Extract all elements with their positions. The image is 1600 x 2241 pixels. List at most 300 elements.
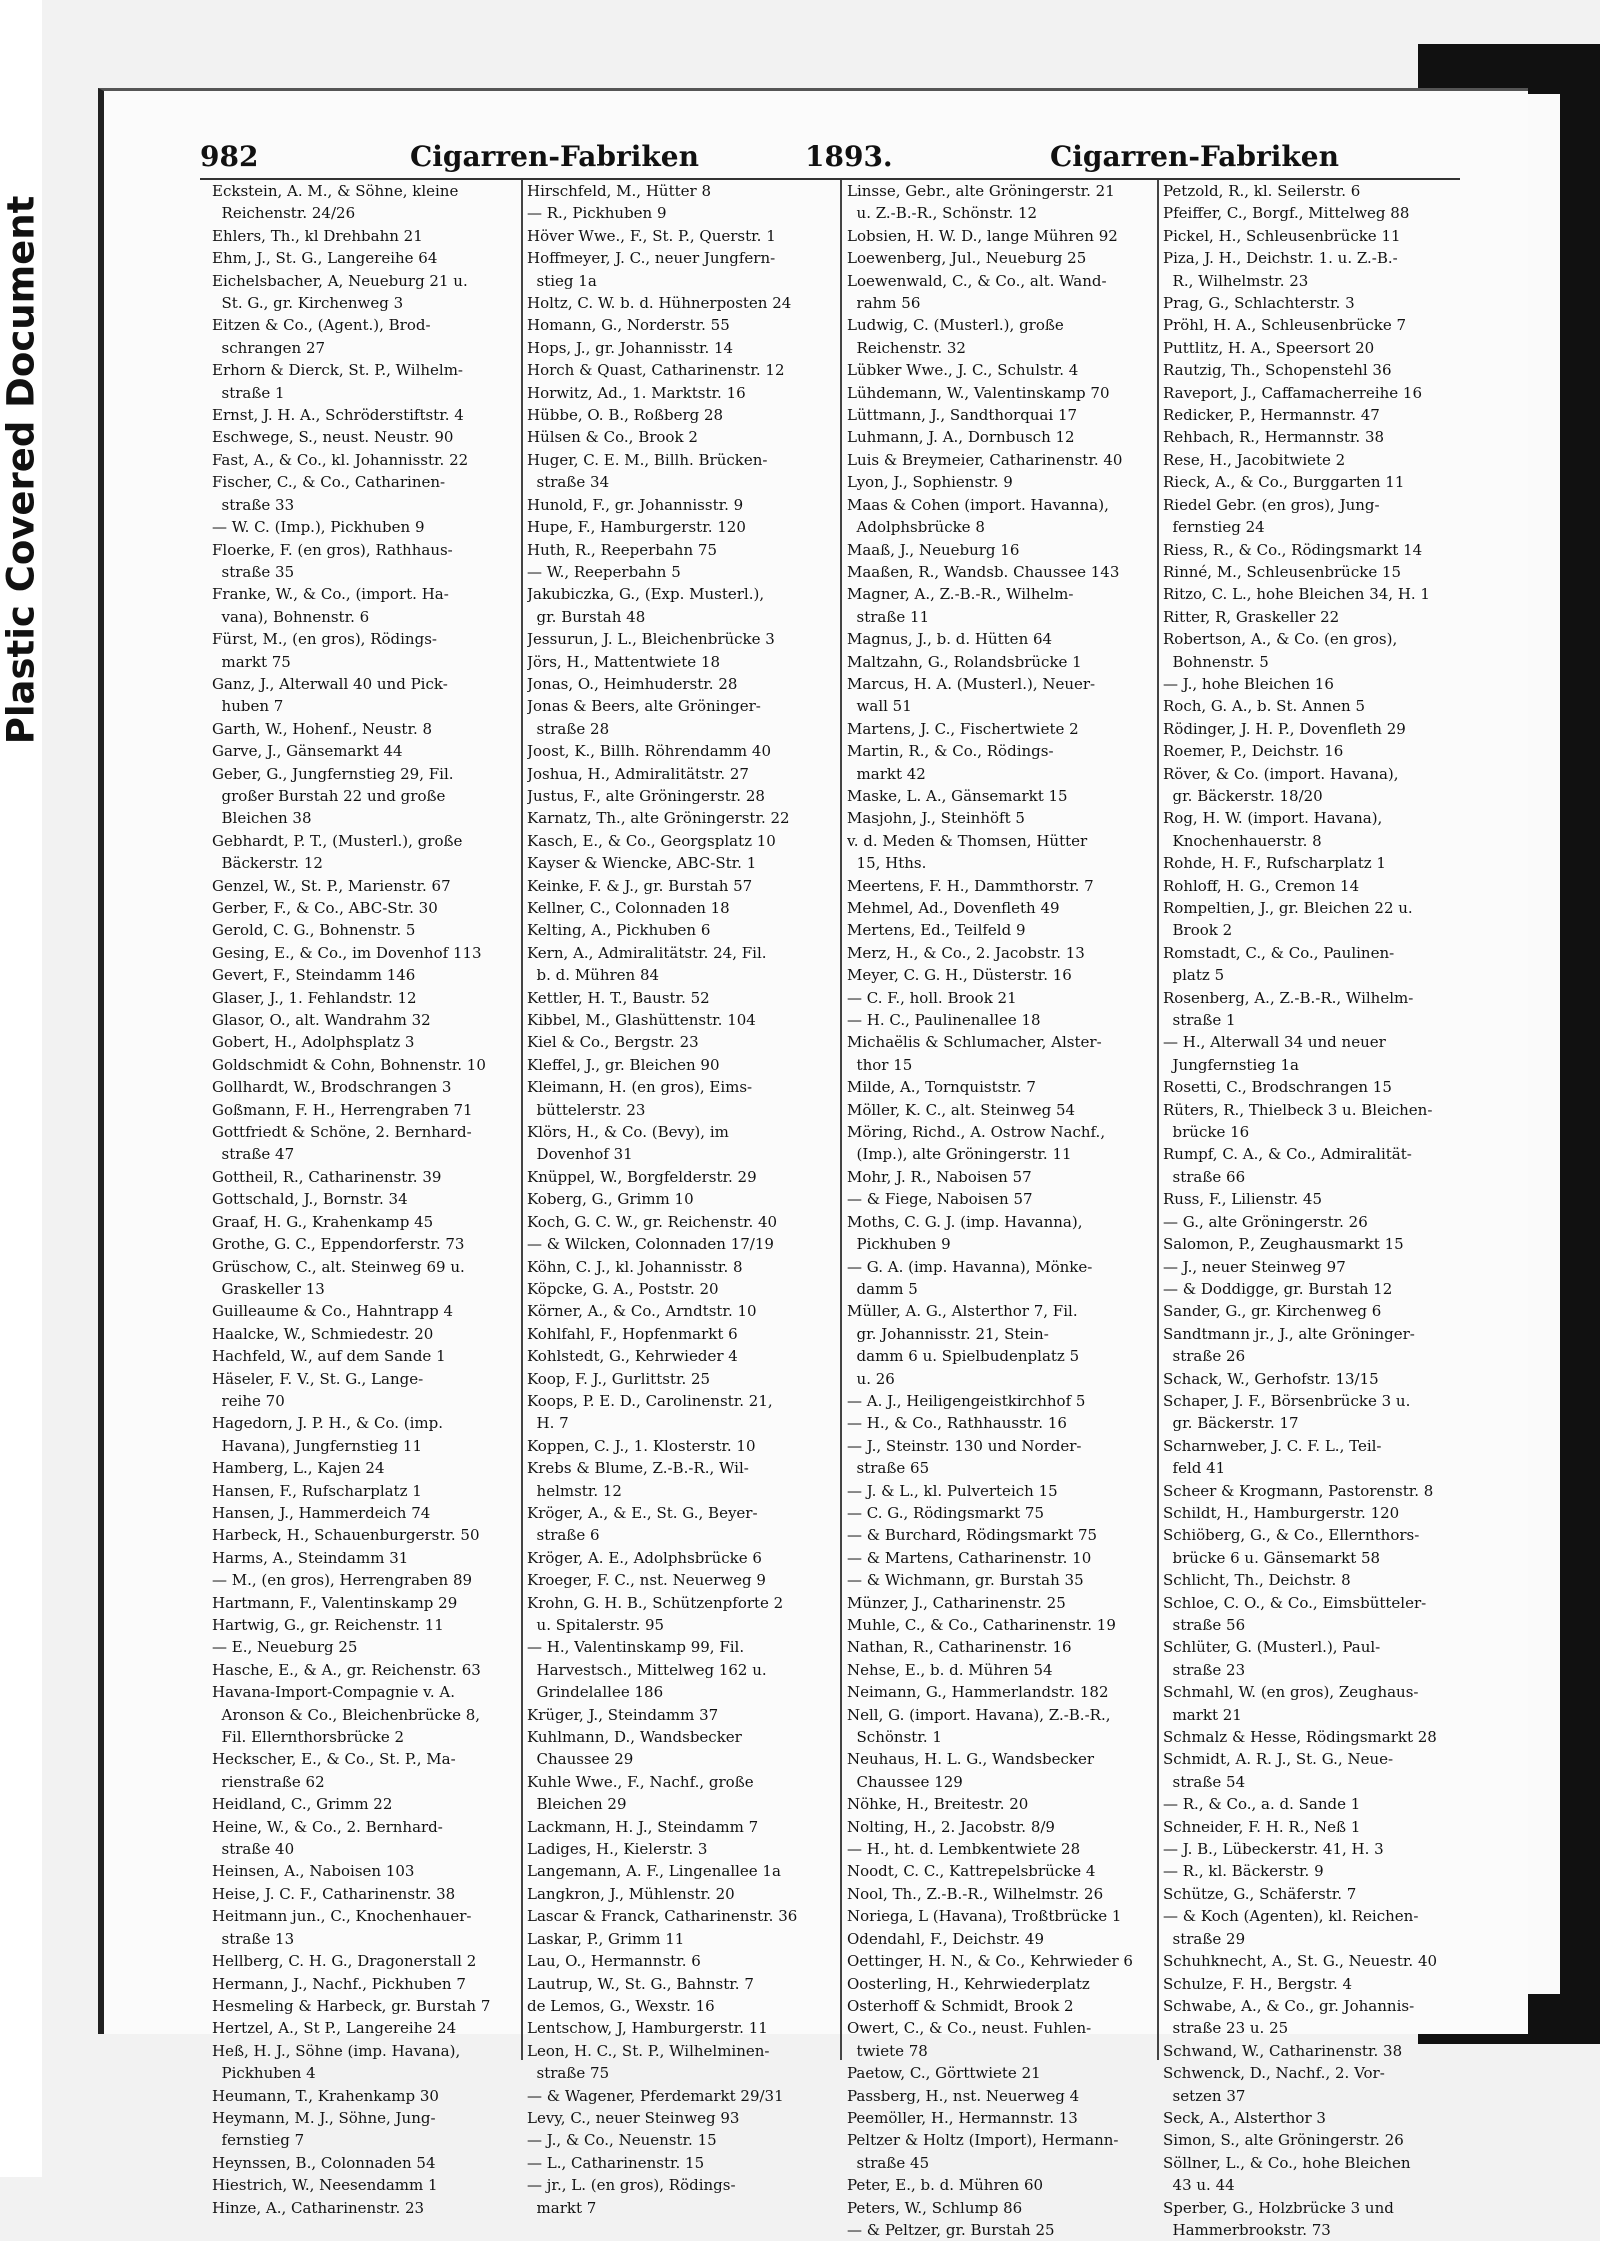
directory-entry-line: Maaß, J., Neueburg 16: [847, 540, 1020, 559]
directory-entry-line: twiete 78: [847, 2041, 928, 2060]
directory-entry-line: Genzel, W., St. P., Marienstr. 67: [212, 876, 451, 895]
directory-entry-line: Adolphsbrücke 8: [847, 518, 985, 537]
directory-entry-line: Peters, W., Schlump 86: [847, 2198, 1023, 2217]
directory-entry-line: Heinsen, A., Naboisen 103: [212, 1862, 415, 1881]
directory-entry-line: Schuhknecht, A., St. G., Neuestr. 40: [1163, 1952, 1438, 1971]
directory-entry-line: Kohlstedt, G., Kehrwieder 4: [527, 1347, 738, 1366]
directory-entry-line: Haalcke, W., Schmiedestr. 20: [212, 1324, 434, 1343]
directory-entry-line: Rautzig, Th., Schopenstehl 36: [1163, 361, 1392, 380]
directory-entry-line: markt 21: [1163, 1705, 1242, 1724]
directory-entry-line: Nell, G. (import. Havana), Z.-B.-R.,: [847, 1705, 1111, 1724]
directory-entry-line: Krebs & Blume, Z.-B.-R., Wil-: [527, 1459, 749, 1478]
directory-entry-line: Heumann, T., Krahenkamp 30: [212, 2086, 439, 2105]
directory-entry-line: straße 11: [847, 607, 930, 626]
directory-entry-line: Roch, G. A., b. St. Annen 5: [1163, 697, 1366, 716]
directory-entry-line: u. 26: [847, 1369, 895, 1388]
directory-entry-line: Eichelsbacher, A, Neueburg 21 u.: [212, 271, 468, 290]
directory-entry-line: Garth, W., Hohenf., Neustr. 8: [212, 719, 433, 738]
directory-entry-line: Langemann, A. F., Lingenallee 1a: [527, 1862, 781, 1881]
directory-entry-line: Höver Wwe., F., St. P., Querstr. 1: [527, 226, 776, 245]
directory-entry-line: straße 6: [527, 1526, 600, 1545]
directory-entry-line: Lascar & Franck, Catharinenstr. 36: [527, 1907, 798, 1926]
directory-entry-line: Puttlitz, H. A., Speersort 20: [1163, 338, 1375, 357]
column-rule: [521, 180, 523, 2060]
directory-entry-line: straße 26: [1163, 1347, 1246, 1366]
directory-entry-line: Rüters, R., Thielbeck 3 u. Bleichen-: [1163, 1100, 1433, 1119]
directory-entry-line: Kuhle Wwe., F., Nachf., große: [527, 1772, 754, 1791]
directory-entry-line: straße 56: [1163, 1616, 1246, 1634]
directory-entry-line: Schmahl, W. (en gros), Zeughaus-: [1163, 1683, 1419, 1702]
directory-entry-line: Leon, H. C., St. P., Wilhelminen-: [527, 2041, 770, 2060]
directory-entry-line: Bohnenstr. 5: [1163, 652, 1269, 671]
year-label: 1893.: [805, 140, 893, 173]
directory-entry-line: Reichenstr. 32: [847, 338, 966, 357]
directory-entry-line: Odendahl, F., Deichstr. 49: [847, 1929, 1044, 1948]
column-rule: [840, 180, 842, 2060]
directory-entry-line: Hamberg, L., Kajen 24: [212, 1459, 385, 1478]
directory-entry-line: — & Burchard, Rödingsmarkt 75: [847, 1526, 1098, 1545]
directory-entry-line: Joshua, H., Admiralitätstr. 27: [527, 764, 749, 783]
directory-entry-line: Rompeltien, J., gr. Bleichen 22 u.: [1163, 899, 1413, 917]
directory-entry-line: Hunold, F., gr. Johannisstr. 9: [527, 495, 744, 514]
directory-entry-line: Maaßen, R., Wandsb. Chaussee 143: [847, 562, 1120, 581]
directory-entry-line: Grothe, G. C., Eppendorferstr. 73: [212, 1235, 465, 1254]
directory-entry-line: — H., Valentinskamp 99, Fil.: [527, 1638, 745, 1657]
directory-entry-line: Magner, A., Z.-B.-R., Wilhelm-: [847, 585, 1074, 604]
directory-entry-line: — & Wagener, Pferdemarkt 29/31: [527, 2086, 784, 2105]
directory-entry-line: Kröger, A. E., Adolphsbrücke 6: [527, 1548, 762, 1567]
directory-entry-line: Peter, E., b. d. Mühren 60: [847, 2176, 1044, 2195]
directory-entry-line: Ritter, R, Graskeller 22: [1163, 607, 1340, 626]
directory-entry-line: Gesing, E., & Co., im Dovenhof 113: [212, 943, 482, 962]
directory-entry-line: Keinke, F. & J., gr. Burstah 57: [527, 876, 753, 895]
directory-entry-line: Heymann, M. J., Söhne, Jung-: [212, 2108, 436, 2127]
directory-entry-line: Hansen, F., Rufscharplatz 1: [212, 1481, 422, 1500]
directory-entry-line: Schloe, C. O., & Co., Eimsbütteler-: [1163, 1593, 1427, 1612]
directory-entry-line: Heise, J. C. F., Catharinenstr. 38: [212, 1884, 456, 1903]
directory-entry-line: Nehse, E., b. d. Mühren 54: [847, 1660, 1053, 1679]
directory-entry-line: Gollhardt, W., Brodschrangen 3: [212, 1078, 452, 1097]
directory-entry-line: Gerber, F., & Co., ABC-Str. 30: [212, 899, 438, 917]
directory-entry-line: H. 7: [527, 1414, 569, 1433]
directory-entry-line: Schlicht, Th., Deichstr. 8: [1163, 1571, 1351, 1590]
directory-entry-line: straße 35: [212, 562, 295, 581]
directory-entry-line: Bäckerstr. 12: [212, 854, 323, 873]
directory-entry-line: Sperber, G., Holzbrücke 3 und: [1163, 2198, 1394, 2217]
directory-entry-line: u. Z.-B.-R., Schönstr. 12: [847, 204, 1038, 223]
directory-entry-line: Goßmann, F. H., Herrengraben 71: [212, 1100, 473, 1119]
directory-entry-line: rienstraße 62: [212, 1772, 325, 1791]
directory-entry-line: — J. & L., kl. Pulverteich 15: [847, 1481, 1058, 1500]
directory-entry-line: Rosetti, C., Brodschrangen 15: [1163, 1078, 1392, 1097]
directory-entry-line: Kleffel, J., gr. Bleichen 90: [527, 1055, 720, 1074]
directory-entry-line: Jonas, O., Heimhuderstr. 28: [527, 674, 738, 693]
directory-entry-line: Graaf, H. G., Krahenkamp 45: [212, 1212, 434, 1231]
directory-entry-line: Graskeller 13: [212, 1279, 325, 1298]
directory-entry-line: — & Peltzer, gr. Burstah 25: [847, 2220, 1055, 2239]
directory-entry-line: Hirschfeld, M., Hütter 8: [527, 182, 711, 200]
directory-entry-line: Michaëlis & Schlumacher, Alster-: [847, 1033, 1102, 1052]
directory-entry-line: Maske, L. A., Gänsemarkt 15: [847, 786, 1068, 805]
directory-entry-line: u. Spitalerstr. 95: [527, 1616, 665, 1634]
directory-entry-line: Moths, C. G. J. (imp. Havanna),: [847, 1212, 1083, 1231]
directory-entry-line: Rödinger, J. H. P., Dovenfleth 29: [1163, 719, 1406, 738]
directory-entry-line: Noriega, L (Havana), Troßtbrücke 1: [847, 1907, 1122, 1926]
directory-entry-line: Langkron, J., Mühlenstr. 20: [527, 1884, 735, 1903]
directory-entry-line: Riedel Gebr. (en gros), Jung-: [1163, 495, 1380, 514]
directory-entry-line: straße 28: [527, 719, 610, 738]
directory-entry-line: Münzer, J., Catharinenstr. 25: [847, 1593, 1066, 1612]
directory-entry-line: Fischer, C., & Co., Catharinen-: [212, 473, 446, 492]
directory-entry-line: Rese, H., Jacobitwiete 2: [1163, 450, 1346, 469]
directory-entry-line: büttelerstr. 23: [527, 1100, 646, 1119]
side-label-strip: [0, 0, 42, 2177]
directory-entry-line: Ludwig, C. (Musterl.), große: [847, 316, 1064, 335]
directory-entry-line: Koop, F. J., Gurlittstr. 25: [527, 1369, 711, 1388]
running-title-left: Cigarren-Fabriken: [410, 140, 699, 173]
directory-entry-line: gr. Bäckerstr. 17: [1163, 1414, 1299, 1433]
directory-entry-line: — & Martens, Catharinenstr. 10: [847, 1548, 1092, 1567]
directory-entry-line: b. d. Mühren 84: [527, 966, 660, 985]
directory-entry-line: Hachfeld, W., auf dem Sande 1: [212, 1347, 446, 1366]
directory-entry-line: straße 23 u. 25: [1163, 2019, 1289, 2038]
directory-entry-line: Simon, S., alte Gröningerstr. 26: [1163, 2131, 1404, 2150]
directory-entry-line: damm 6 u. Spielbudenplatz 5: [847, 1347, 1080, 1366]
directory-entry-line: huben 7: [212, 697, 284, 716]
directory-entry-line: Klörs, H., & Co. (Bevy), im: [527, 1123, 729, 1142]
directory-entry-line: Schmidt, A. R. J., St. G., Neue-: [1163, 1750, 1394, 1769]
directory-entry-line: Bleichen 38: [212, 809, 312, 828]
directory-entry-line: Hoffmeyer, J. C., neuer Jungfern-: [527, 249, 776, 268]
directory-entry-line: (Imp.), alte Gröningerstr. 11: [847, 1145, 1072, 1164]
directory-entry-line: straße 47: [212, 1145, 295, 1164]
directory-entry-line: Kroeger, F. C., nst. Neuerweg 9: [527, 1571, 766, 1590]
directory-entry-line: Neimann, G., Hammerlandstr. 182: [847, 1683, 1109, 1702]
directory-entry-line: Grüschow, C., alt. Steinweg 69 u.: [212, 1257, 465, 1276]
directory-entry-line: Schack, W., Gerhofstr. 13/15: [1163, 1369, 1379, 1388]
directory-entry-line: Karnatz, Th., alte Gröningerstr. 22: [527, 809, 790, 828]
directory-entry-line: wall 51: [847, 697, 912, 716]
directory-entry-line: Kleimann, H. (en gros), Eims-: [527, 1078, 753, 1097]
directory-entry-line: Petzold, R., kl. Seilerstr. 6: [1163, 182, 1361, 200]
directory-entry-line: Meyer, C. G. H., Düsterstr. 16: [847, 966, 1072, 985]
directory-entry-line: Pfeiffer, C., Borgf., Mittelweg 88: [1163, 204, 1410, 223]
directory-entry-line: straße 65: [847, 1459, 930, 1478]
directory-entry-line: Lühdemann, W., Valentinskamp 70: [847, 383, 1110, 402]
directory-entry-line: Lobsien, H. W. D., lange Mühren 92: [847, 226, 1118, 245]
directory-entry-line: Gevert, F., Steindamm 146: [212, 966, 416, 985]
directory-entry-line: Hermann, J., Nachf., Pickhuben 7: [212, 1974, 466, 1993]
directory-entry-line: Pröhl, H. A., Schleusenbrücke 7: [1163, 316, 1407, 335]
directory-entry-line: — J. B., Lübeckerstr. 41, H. 3: [1163, 1840, 1384, 1859]
directory-entry-line: Loewenwald, C., & Co., alt. Wand-: [847, 271, 1107, 290]
directory-entry-line: Schmalz & Hesse, Rödingsmarkt 28: [1163, 1728, 1437, 1747]
directory-entry-line: Heidland, C., Grimm 22: [212, 1795, 393, 1814]
directory-column-3: [847, 180, 1152, 2239]
directory-entry-line: Jungfernstieg 1a: [1163, 1055, 1299, 1074]
directory-entry-line: Ehlers, Th., kl Drehbahn 21: [212, 226, 423, 245]
directory-entry-line: Eschwege, S., neust. Neustr. 90: [212, 428, 454, 447]
directory-entry-line: — L., Catharinenstr. 15: [527, 2153, 705, 2172]
directory-entry-line: — C. F., holl. Brook 21: [847, 988, 1017, 1007]
directory-entry-line: straße 54: [1163, 1772, 1246, 1791]
directory-entry-line: Schwenck, D., Nachf., 2. Vor-: [1163, 2064, 1385, 2083]
directory-entry-line: Häseler, F. V., St. G., Lange-: [212, 1369, 424, 1388]
directory-entry-line: Oosterling, H., Kehrwiederplatz: [847, 1974, 1090, 1993]
directory-entry-line: — R., kl. Bäckerstr. 9: [1163, 1862, 1324, 1881]
directory-entry-line: reihe 70: [212, 1391, 285, 1410]
directory-entry-line: Hartwig, G., gr. Reichenstr. 11: [212, 1616, 444, 1634]
column-rule: [1157, 180, 1159, 2060]
directory-entry-line: Sandtmann jr., J., alte Gröninger-: [1163, 1324, 1415, 1343]
directory-entry-line: straße 40: [212, 1840, 295, 1859]
directory-entry-line: Nolting, H., 2. Jacobstr. 8/9: [847, 1817, 1055, 1836]
directory-entry-line: 43 u. 44: [1163, 2176, 1235, 2195]
directory-entry-line: Chaussee 129: [847, 1772, 963, 1791]
directory-entry-line: Bleichen 29: [527, 1795, 627, 1814]
directory-entry-line: straße 29: [1163, 1929, 1246, 1948]
directory-entry-line: feld 41: [1163, 1459, 1226, 1478]
directory-entry-line: Geber, G., Jungfernstieg 29, Fil.: [212, 764, 454, 783]
directory-entry-line: Lübker Wwe., J. C., Schulstr. 4: [847, 361, 1079, 380]
directory-entry-line: Heine, W., & Co., 2. Bernhard-: [212, 1817, 443, 1836]
directory-entry-line: vana), Bohnenstr. 6: [212, 607, 370, 626]
directory-entry-line: Hops, J., gr. Johannisstr. 14: [527, 338, 734, 357]
directory-entry-line: Maas & Cohen (import. Havanna),: [847, 495, 1109, 514]
directory-entry-line: Luhmann, J. A., Dornbusch 12: [847, 428, 1075, 447]
directory-entry-line: Kiel & Co., Bergstr. 23: [527, 1033, 699, 1052]
directory-entry-line: Huth, R., Reeperbahn 75: [527, 540, 717, 559]
directory-entry-line: Joost, K., Billh. Röhrendamm 40: [527, 742, 771, 761]
directory-entry-line: Krohn, G. H. B., Schützenpforte 2: [527, 1593, 784, 1612]
directory-entry-line: Hagedorn, J. P. H., & Co. (imp.: [212, 1414, 444, 1433]
directory-entry-line: Kern, A., Admiralitätstr. 24, Fil.: [527, 943, 767, 962]
directory-entry-line: Havana), Jungfernstieg 11: [212, 1436, 423, 1455]
directory-entry-line: Passberg, H., nst. Neuerweg 4: [847, 2086, 1080, 2105]
directory-entry-line: Möller, K. C., alt. Steinweg 54: [847, 1100, 1076, 1119]
directory-entry-line: Schiöberg, G., & Co., Ellernthors-: [1163, 1526, 1420, 1545]
directory-entry-line: Nathan, R., Catharinenstr. 16: [847, 1638, 1072, 1657]
directory-entry-line: Gobert, H., Adolphsplatz 3: [212, 1033, 415, 1052]
directory-entry-line: Riess, R., & Co., Rödingsmarkt 14: [1163, 540, 1423, 559]
directory-entry-line: Jakubiczka, G., (Exp. Musterl.),: [527, 585, 765, 604]
directory-entry-line: Jonas & Beers, alte Gröninger-: [527, 697, 761, 716]
directory-entry-line: Linsse, Gebr., alte Gröningerstr. 21: [847, 182, 1115, 200]
directory-entry-line: Fil. Ellernthorsbrücke 2: [212, 1728, 405, 1747]
directory-entry-line: Kohlfahl, F., Hopfenmarkt 6: [527, 1324, 738, 1343]
directory-entry-line: Ehm, J., St. G., Langereihe 64: [212, 249, 438, 268]
directory-entry-line: Floerke, F. (en gros), Rathhaus-: [212, 540, 453, 559]
directory-entry-line: gr. Burstah 48: [527, 607, 646, 626]
directory-entry-line: Rinné, M., Schleusenbrücke 15: [1163, 562, 1402, 581]
directory-entry-line: Jessurun, J. L., Bleichenbrücke 3: [527, 630, 775, 649]
directory-entry-line: Kettler, H. T., Baustr. 52: [527, 988, 710, 1007]
directory-entry-line: Erhorn & Dierck, St. P., Wilhelm-: [212, 361, 464, 380]
directory-entry-line: Söllner, L., & Co., hohe Bleichen: [1163, 2153, 1411, 2172]
directory-entry-line: Pickhuben 4: [212, 2064, 316, 2083]
directory-entry-line: brücke 6 u. Gänsemarkt 58: [1163, 1548, 1381, 1567]
directory-entry-line: Schütze, G., Schäferstr. 7: [1163, 1884, 1357, 1903]
directory-entry-line: Hülsen & Co., Brook 2: [527, 428, 698, 447]
directory-entry-line: Harms, A., Steindamm 31: [212, 1548, 409, 1567]
directory-entry-line: Masjohn, J., Steinhöft 5: [847, 809, 1025, 828]
page-number: 982: [200, 140, 259, 173]
directory-entry-line: Kröger, A., & E., St. G., Beyer-: [527, 1503, 758, 1522]
directory-entry-line: St. G., gr. Kirchenweg 3: [212, 294, 404, 313]
directory-entry-line: gr. Johannisstr. 21, Stein-: [847, 1324, 1049, 1343]
directory-entry-line: Levy, C., neuer Steinweg 93: [527, 2108, 740, 2127]
directory-entry-line: Lüttmann, J., Sandthorquai 17: [847, 406, 1078, 425]
directory-entry-line: Goldschmidt & Cohn, Bohnenstr. 10: [212, 1055, 486, 1074]
directory-entry-line: Gebhardt, P. T., (Musterl.), große: [212, 831, 463, 850]
directory-entry-line: — & Doddigge, gr. Burstah 12: [1163, 1279, 1393, 1298]
directory-entry-line: — R., & Co., a. d. Sande 1: [1163, 1795, 1361, 1814]
directory-entry-line: thor 15: [847, 1055, 913, 1074]
directory-entry-line: Ganz, J., Alterwall 40 und Pick-: [212, 674, 448, 693]
directory-entry-line: Havana-Import-Compagnie v. A.: [212, 1683, 455, 1702]
directory-entry-line: Lentschow, J, Hamburgerstr. 11: [527, 2019, 768, 2038]
directory-entry-line: straße 34: [527, 473, 610, 492]
directory-entry-line: Köpcke, G. A., Poststr. 20: [527, 1279, 719, 1298]
directory-entry-line: Mehmel, Ad., Dovenfleth 49: [847, 899, 1060, 917]
directory-entry-line: Hiestrich, W., Neesendamm 1: [212, 2176, 438, 2195]
directory-entry-line: — E., Neueburg 25: [212, 1638, 358, 1657]
directory-entry-line: Kibbel, M., Glashüttenstr. 104: [527, 1011, 756, 1030]
directory-entry-line: Merz, H., & Co., 2. Jacobstr. 13: [847, 943, 1085, 962]
directory-entry-line: Harbeck, H., Schauenburgerstr. 50: [212, 1526, 480, 1545]
directory-entry-line: fernstieg 24: [1163, 518, 1265, 537]
directory-entry-line: Lackmann, H. J., Steindamm 7: [527, 1817, 759, 1836]
directory-entry-line: Scheer & Krogmann, Pastorenstr. 8: [1163, 1481, 1434, 1500]
directory-entry-line: — M., (en gros), Herrengraben 89: [212, 1571, 473, 1590]
directory-entry-line: Möring, Richd., A. Ostrow Nachf.,: [847, 1123, 1106, 1142]
directory-entry-line: straße 66: [1163, 1167, 1246, 1186]
directory-entry-line: Schwabe, A., & Co., gr. Johannis-: [1163, 1996, 1415, 2015]
directory-entry-line: — H., Alterwall 34 und neuer: [1163, 1033, 1386, 1052]
directory-entry-line: Gerold, C. G., Bohnenstr. 5: [212, 921, 416, 940]
directory-entry-line: straße 45: [847, 2153, 930, 2172]
directory-entry-line: setzen 37: [1163, 2086, 1246, 2105]
directory-entry-line: Ernst, J. H. A., Schröderstiftstr. 4: [212, 406, 464, 425]
directory-entry-line: — W., Reeperbahn 5: [527, 562, 681, 581]
directory-entry-line: Horwitz, Ad., 1. Marktstr. 16: [527, 383, 746, 402]
directory-entry-line: Koch, G. C. W., gr. Reichenstr. 40: [527, 1212, 778, 1231]
directory-entry-line: markt 7: [527, 2198, 597, 2217]
directory-entry-line: de Lemos, G., Wexstr. 16: [527, 1996, 715, 2015]
directory-entry-line: Hammerbrookstr. 73: [1163, 2220, 1331, 2239]
directory-entry-line: Hansen, J., Hammerdeich 74: [212, 1503, 431, 1522]
directory-entry-line: Seck, A., Alsterthor 3: [1163, 2108, 1326, 2127]
directory-entry-line: Martin, R., & Co., Rödings-: [847, 742, 1054, 761]
directory-entry-line: Ritzo, C. L., hohe Bleichen 34, H. 1: [1163, 585, 1430, 604]
directory-entry-line: markt 42: [847, 764, 926, 783]
directory-entry-line: Hinze, A., Catharinenstr. 23: [212, 2198, 425, 2217]
directory-entry-line: — J., hohe Bleichen 16: [1163, 674, 1334, 693]
directory-entry-line: Noodt, C. C., Kattrepelsbrücke 4: [847, 1862, 1096, 1881]
directory-entry-line: Mertens, Ed., Teilfeld 9: [847, 921, 1026, 940]
directory-entry-line: 15, Hths.: [847, 854, 927, 873]
running-title-right: Cigarren-Fabriken: [1050, 140, 1339, 173]
directory-entry-line: — & Koch (Agenten), kl. Reichen-: [1163, 1907, 1419, 1926]
directory-entry-line: Körner, A., & Co., Arndtstr. 10: [527, 1302, 757, 1321]
directory-entry-line: — A. J., Heiligengeistkirchhof 5: [847, 1391, 1086, 1410]
directory-entry-line: Raveport, J., Caffamacherreihe 16: [1163, 383, 1422, 402]
directory-entry-line: Fürst, M., (en gros), Rödings-: [212, 630, 437, 649]
directory-entry-line: Roemer, P., Deichstr. 16: [1163, 742, 1344, 761]
directory-entry-line: straße 75: [527, 2064, 610, 2083]
directory-column-4: [1163, 180, 1473, 2239]
directory-entry-line: Harvestsch., Mittelweg 162 u.: [527, 1660, 767, 1679]
directory-entry-line: platz 5: [1163, 966, 1225, 985]
directory-entry-line: Schönstr. 1: [847, 1728, 942, 1747]
directory-entry-line: Robertson, A., & Co. (en gros),: [1163, 630, 1398, 649]
directory-entry-line: Oettinger, H. N., & Co., Kehrwieder 6: [847, 1952, 1133, 1971]
directory-entry-line: Kellner, C., Colonnaden 18: [527, 899, 730, 917]
directory-entry-line: Prag, G., Schlachterstr. 3: [1163, 294, 1355, 313]
directory-entry-line: Salomon, P., Zeughausmarkt 15: [1163, 1235, 1404, 1254]
directory-entry-line: Muhle, C., & Co., Catharinenstr. 19: [847, 1616, 1116, 1634]
directory-entry-line: Eitzen & Co., (Agent.), Brod-: [212, 316, 431, 335]
directory-entry-line: v. d. Meden & Thomsen, Hütter: [847, 831, 1088, 850]
directory-entry-line: Peemöller, H., Hermannstr. 13: [847, 2108, 1078, 2127]
directory-entry-line: Gottfriedt & Schöne, 2. Bernhard-: [212, 1123, 472, 1142]
directory-entry-line: fernstieg 7: [212, 2131, 305, 2150]
directory-entry-line: — G. A. (imp. Havanna), Mönke-: [847, 1257, 1093, 1276]
directory-entry-line: Mohr, J. R., Naboisen 57: [847, 1167, 1032, 1186]
directory-entry-line: Schwand, W., Catharinenstr. 38: [1163, 2041, 1403, 2060]
directory-column-2: [527, 180, 832, 2217]
directory-entry-line: — J., Steinstr. 130 und Norder-: [847, 1436, 1082, 1455]
directory-entry-line: Kayser & Wiencke, ABC-Str. 1: [527, 854, 757, 873]
directory-entry-line: — J., neuer Steinweg 97: [1163, 1257, 1346, 1276]
directory-entry-line: Maltzahn, G., Rolandsbrücke 1: [847, 652, 1082, 671]
directory-entry-line: Knüppel, W., Borgfelderstr. 29: [527, 1167, 757, 1186]
directory-column-1: [212, 180, 517, 2217]
directory-entry-line: brücke 16: [1163, 1123, 1250, 1142]
directory-entry-line: Schneider, F. H. R., Neß 1: [1163, 1817, 1361, 1836]
directory-entry-line: Jörs, H., Mattentwiete 18: [527, 652, 721, 671]
directory-entry-line: Piza, J. H., Deichstr. 1. u. Z.-B.-: [1163, 249, 1398, 268]
directory-entry-line: — G., alte Gröningerstr. 26: [1163, 1212, 1368, 1231]
directory-entry-line: Paetow, C., Görttwiete 21: [847, 2064, 1041, 2083]
directory-entry-line: Koppen, C. J., 1. Klosterstr. 10: [527, 1436, 756, 1455]
directory-entry-line: Rohloff, H. G., Cremon 14: [1163, 876, 1360, 895]
directory-entry-line: Homann, G., Norderstr. 55: [527, 316, 730, 335]
directory-entry-line: Milde, A., Tornquiststr. 7: [847, 1078, 1036, 1097]
directory-entry-line: stieg 1a: [527, 271, 597, 290]
directory-entry-line: Martens, J. C., Fischertwiete 2: [847, 719, 1079, 738]
directory-entry-line: großer Burstah 22 und große: [212, 786, 446, 805]
directory-entry-line: Lautrup, W., St. G., Bahnstr. 7: [527, 1974, 754, 1993]
directory-entry-line: Scharnweber, J. C. F. L., Teil-: [1163, 1436, 1382, 1455]
directory-entry-line: Magnus, J., b. d. Hütten 64: [847, 630, 1053, 649]
directory-entry-line: Gottheil, R., Catharinenstr. 39: [212, 1167, 442, 1186]
directory-entry-line: Koberg, G., Grimm 10: [527, 1190, 694, 1209]
directory-entry-line: — C. G., Rödingsmarkt 75: [847, 1503, 1044, 1522]
directory-entry-line: Gottschald, J., Bornstr. 34: [212, 1190, 408, 1209]
directory-entry-line: — H., ht. d. Lembkentwiete 28: [847, 1840, 1081, 1859]
directory-entry-line: Rehbach, R., Hermannstr. 38: [1163, 428, 1385, 447]
directory-entry-line: Glaser, J., 1. Fehlandstr. 12: [212, 988, 417, 1007]
directory-entry-line: Osterhoff & Schmidt, Brook 2: [847, 1996, 1074, 2015]
directory-entry-line: Huger, C. E. M., Billh. Brücken-: [527, 450, 768, 469]
directory-entry-line: Eckstein, A. M., & Söhne, kleine: [212, 182, 459, 200]
directory-entry-line: Hartmann, F., Valentinskamp 29: [212, 1593, 458, 1612]
directory-entry-line: — & Wilcken, Colonnaden 17/19: [527, 1235, 774, 1254]
directory-entry-line: Marcus, H. A. (Musterl.), Neuer-: [847, 674, 1096, 693]
directory-entry-line: Kuhlmann, D., Wandsbecker: [527, 1728, 742, 1747]
directory-entry-line: Hupe, F., Hamburgerstr. 120: [527, 518, 746, 537]
